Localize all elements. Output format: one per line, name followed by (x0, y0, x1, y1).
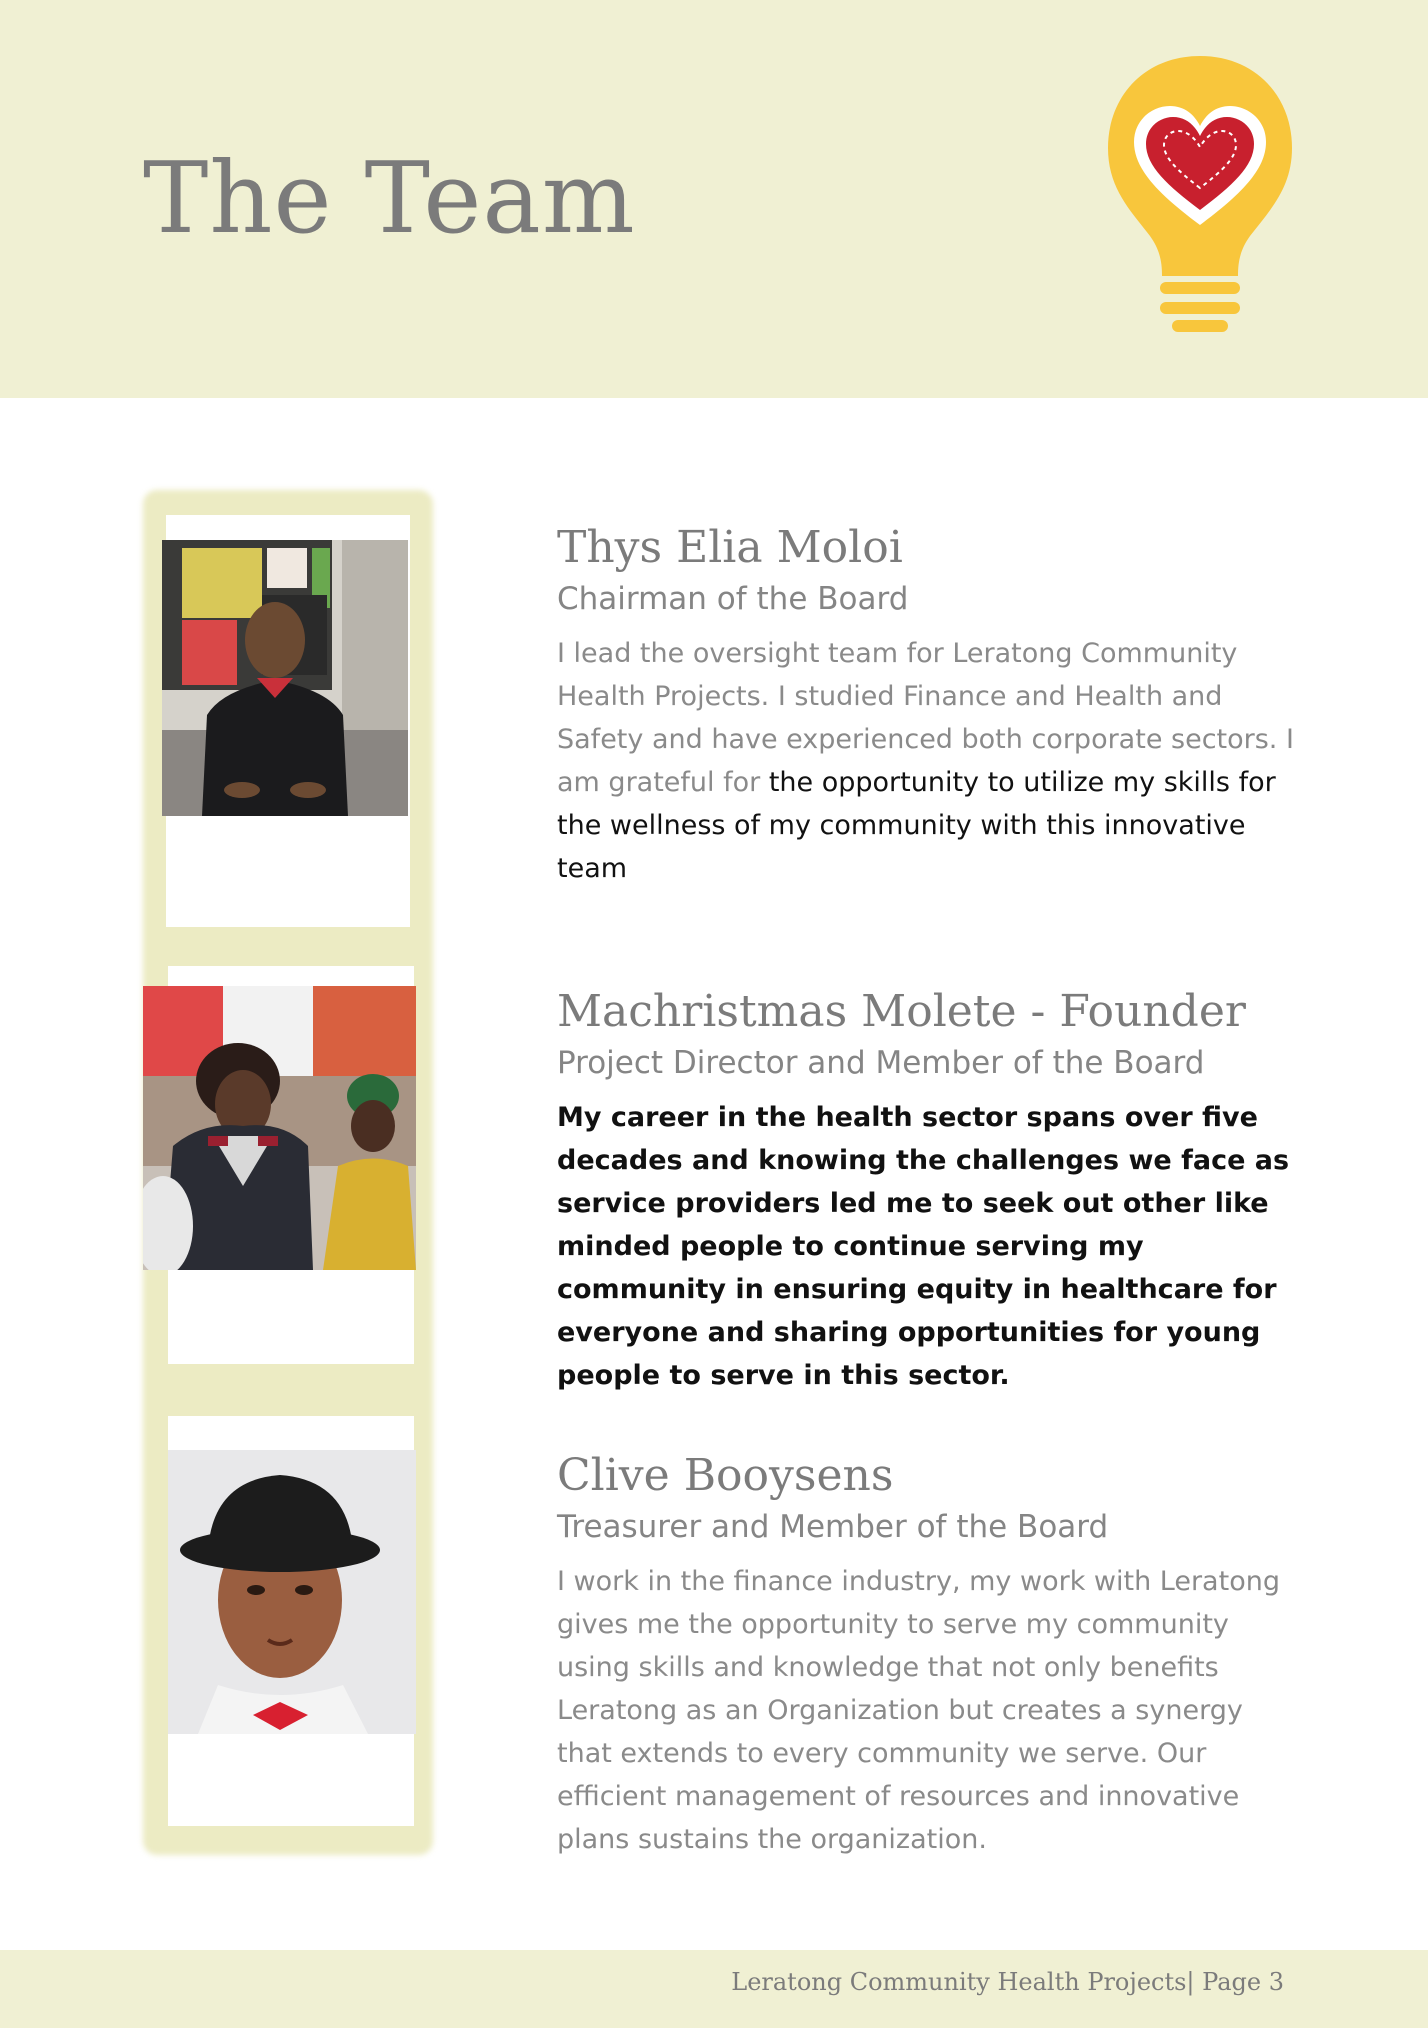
member-name: Clive Booysens (557, 1450, 894, 1501)
member-bio-intro: I lead the oversight team for Leratong Community Health Projects. I studied Finance and Health and Safety and have experienced both corporate sectors. I am grateful for (557, 638, 1294, 798)
member-2 (557, 984, 1297, 1397)
member-role: Project Director and Member of the Board (557, 1045, 1205, 1081)
photo-3-image (168, 1450, 416, 1734)
member-bio: My career in the health sector spans over five decades and knowing the challenges we face as service providers led me to seek out other like minded people to continue serving my community in ensuring equity in healthcare for everyone and sharing opportunities for young people to serve in this sector. (557, 1102, 1290, 1391)
member-1 (557, 520, 1297, 890)
footer-text: Leratong Community Health Projects| Page 3 (731, 1968, 1284, 1996)
member-name: Machristmas Molete - Founder (557, 986, 1246, 1037)
page-title: The Team (143, 142, 636, 256)
page-header (0, 0, 1428, 398)
photo-2-image (143, 986, 416, 1270)
member-bio-highlight: the opportunity to utilize my skills for the wellness of my community with this innovative team (557, 767, 1276, 884)
lightbulb-heart-icon (1100, 50, 1300, 340)
member-role: Chairman of the Board (557, 581, 909, 617)
member-bio (557, 632, 1297, 890)
member-photo-1 (162, 540, 408, 816)
page-footer (0, 1950, 1428, 2028)
photo-1-image (162, 540, 408, 816)
member-bio: I work in the finance industry, my work with Leratong gives me the opportunity to serve my community using skills and knowledge that not only benefits Leratong as an Organization but creates a synergy that extends to every community we serve. Our efficient management of resources and innovative plans sustains the organization. (557, 1566, 1280, 1855)
member-role: Treasurer and Member of the Board (557, 1509, 1109, 1545)
member-photo-3 (168, 1450, 416, 1734)
member-3 (557, 1448, 1297, 1861)
member-name: Thys Elia Moloi (557, 522, 903, 573)
member-photo-2 (143, 986, 416, 1270)
